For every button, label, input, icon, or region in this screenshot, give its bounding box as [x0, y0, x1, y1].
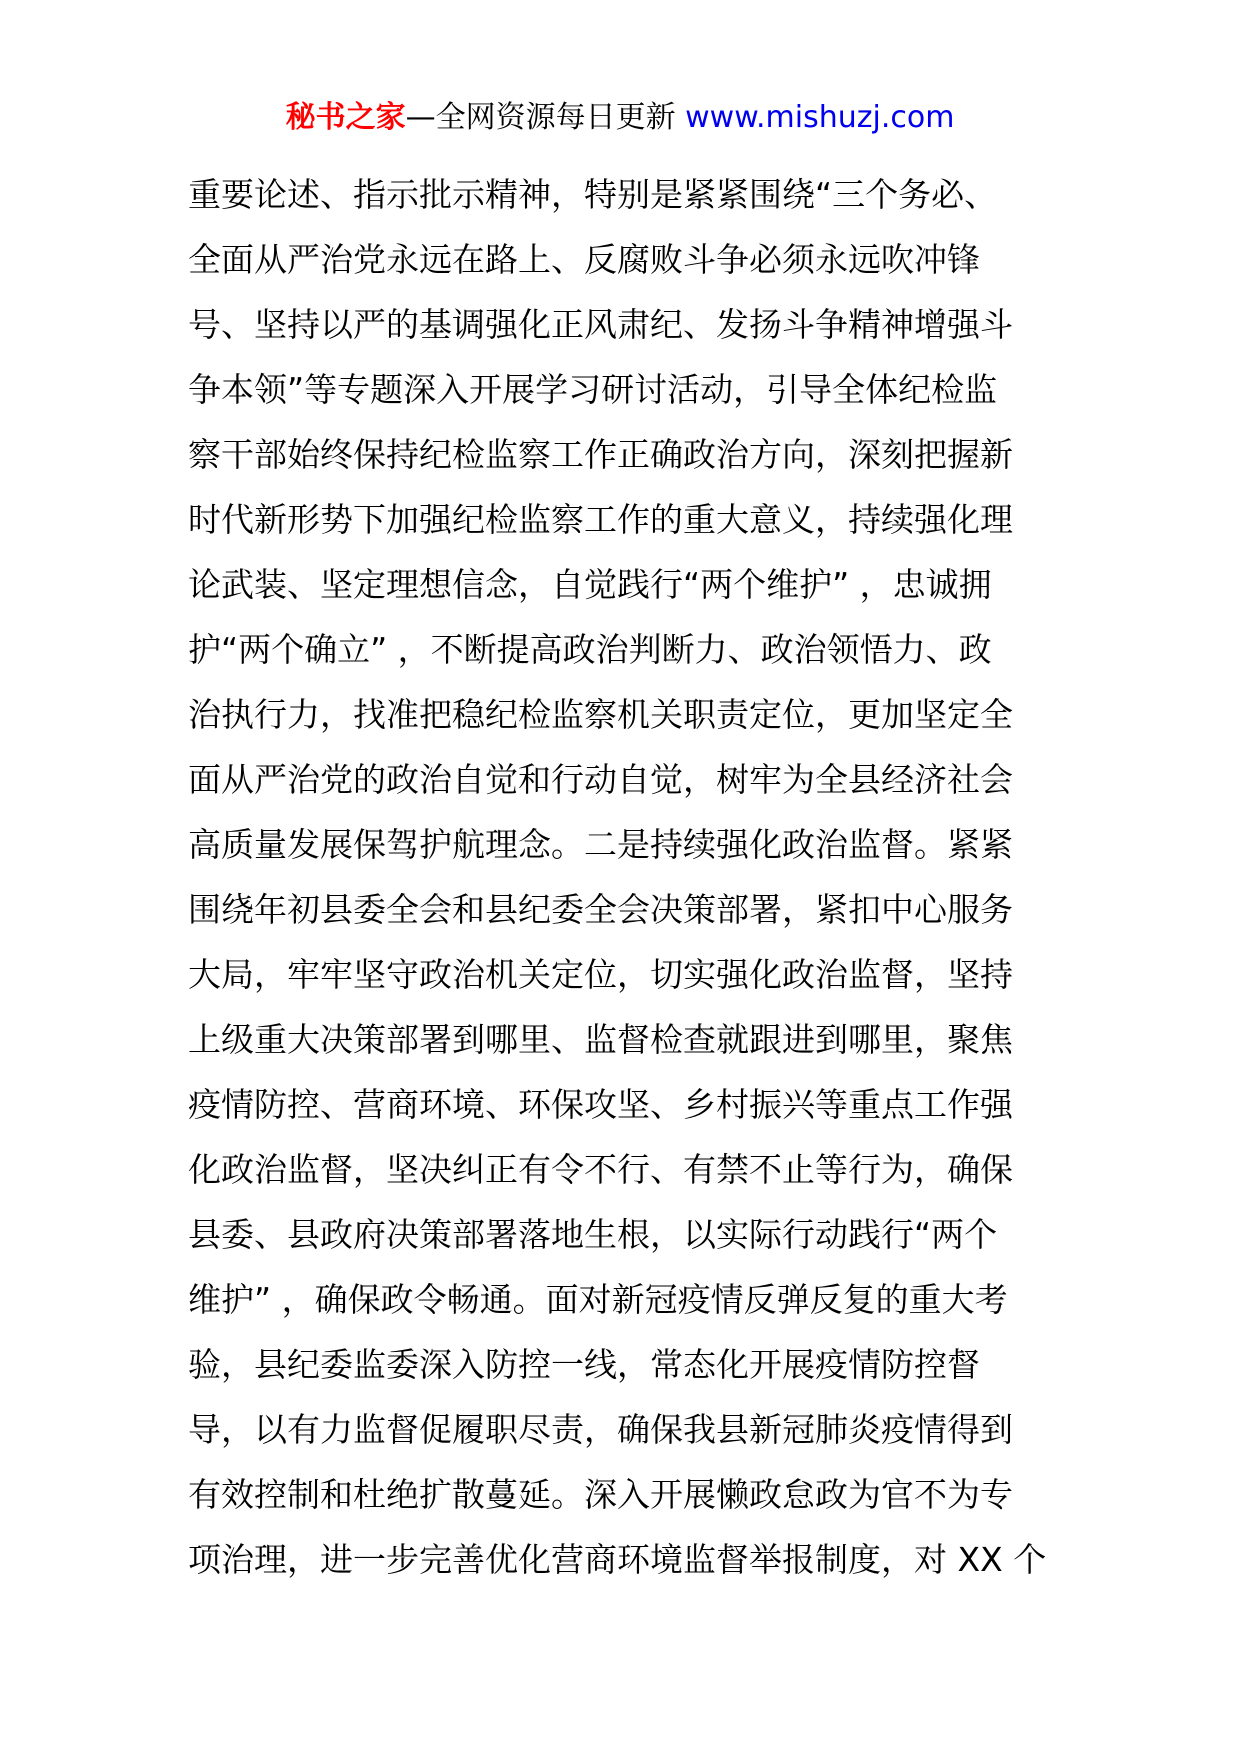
- body-line: 导，以有力监督促履职尽责，确保我县新冠肺炎疫情得到: [188, 1410, 1013, 1449]
- body-line: 疫情防控、营商环境、环保攻坚、乡村振兴等重点工作强: [188, 1085, 1013, 1124]
- body-line: 重要论述、指示批示精神，特别是紧紧围绕“三个务必、: [188, 175, 998, 214]
- body-line: 化政治监督，坚决纠正有令不行、有禁不止等行为，确保: [188, 1150, 1013, 1189]
- body-line: 项治理，进一步完善优化营商环境监督举报制度，对 XX 个: [188, 1540, 1047, 1579]
- header-tagline: —全网资源每日更新: [405, 100, 686, 135]
- body-line: 时代新形势下加强纪检监察工作的重大意义，持续强化理: [188, 500, 1013, 539]
- body-line: 维护” ，确保政令畅通。面对新冠疫情反弹反复的重大考: [188, 1280, 1008, 1319]
- body-line: 上级重大决策部署到哪里、监督检查就跟进到哪里，聚焦: [188, 1020, 1013, 1059]
- body-line: 论武装、坚定理想信念，自觉践行“两个维护” ，忠诚拥: [188, 565, 992, 604]
- body-line: 县委、县政府决策部署落地生根，以实际行动践行“两个: [188, 1215, 998, 1254]
- body-line: 高质量发展保驾护航理念。二是持续强化政治监督。紧紧: [188, 825, 1013, 864]
- body-line: 全面从严治党永远在路上、反腐败斗争必须永远吹冲锋: [188, 240, 980, 279]
- body-text: [188, 162, 1058, 1592]
- body-line: 大局，牢牢坚守政治机关定位，切实强化政治监督，坚持: [188, 955, 1013, 994]
- page-header: [0, 98, 1240, 138]
- header-url-link[interactable]: www.mishuzj.com: [685, 100, 955, 135]
- body-line: 治执行力，找准把稳纪检监察机关职责定位，更加坚定全: [188, 695, 1013, 734]
- header-brand: 秘书之家: [285, 100, 406, 135]
- body-line: 号、坚持以严的基调强化正风肃纪、发扬斗争精神增强斗: [188, 305, 1013, 344]
- body-line: 验，县纪委监委深入防控一线，常态化开展疫情防控督: [188, 1345, 980, 1384]
- body-line: 围绕年初县委全会和县纪委全会决策部署，紧扣中心服务: [188, 890, 1013, 929]
- body-line: 面从严治党的政治自觉和行动自觉，树牢为全县经济社会: [188, 760, 1013, 799]
- body-line: 有效控制和杜绝扩散蔓延。深入开展懒政怠政为官不为专: [188, 1475, 1013, 1514]
- body-line: 护“两个确立” ，不断提高政治判断力、政治领悟力、政: [188, 630, 992, 669]
- body-line: 争本领”等专题深入开展学习研讨活动，引导全体纪检监: [188, 370, 998, 409]
- body-line: 察干部始终保持纪检监察工作正确政治方向，深刻把握新: [188, 435, 1013, 474]
